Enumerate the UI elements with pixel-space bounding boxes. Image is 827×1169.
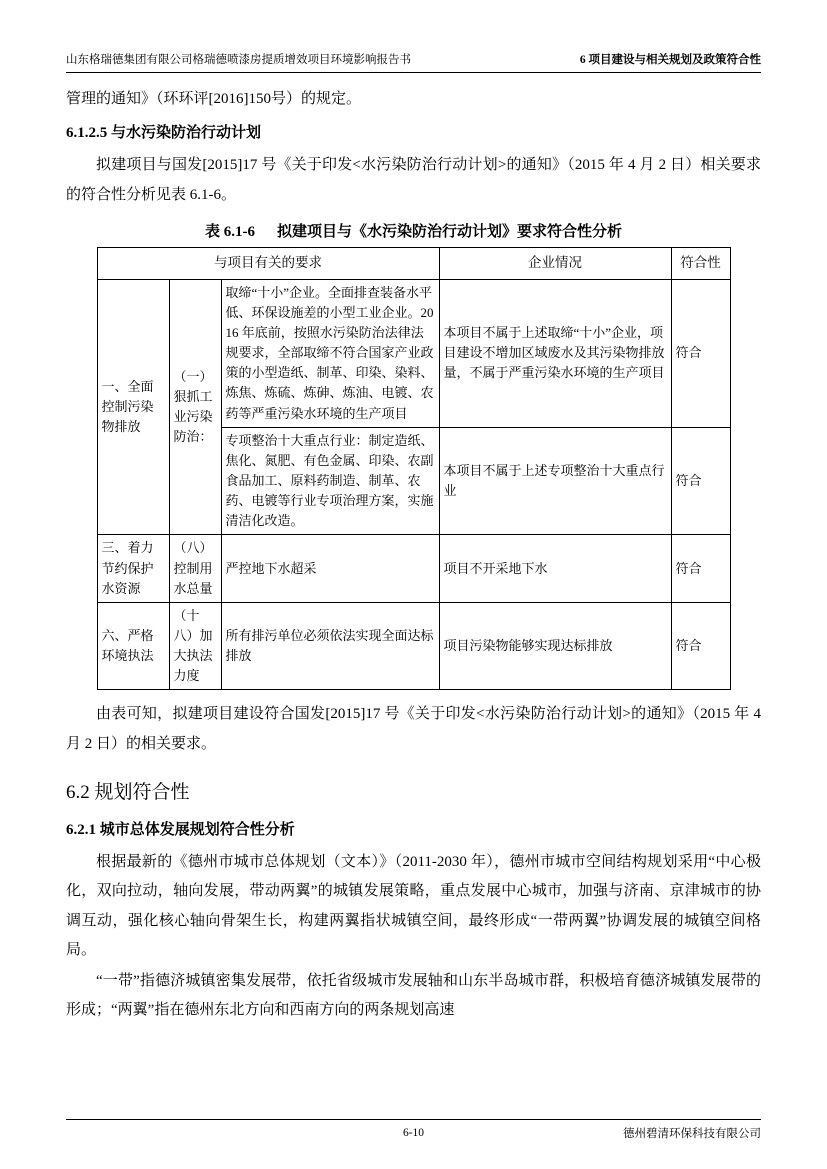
row1-subcategory: （一）狠抓工业污染防治： [169, 279, 221, 535]
row1-compliance: 符合 [671, 279, 730, 427]
row3-category: 三、着力节约保护水资源 [97, 535, 169, 602]
table-row [97, 602, 730, 690]
table-caption-title: 拟建项目与《水污染防治行动计划》要求符合性分析 [276, 223, 622, 240]
table-row [97, 535, 730, 602]
row2-company-status: 本项目不属于上述专项整治十大重点行业 [439, 427, 671, 535]
paragraph-belt-wings: “一带”指德济城镇密集发展带，依托省级城市发展轴和山东半岛城市群，积极培育德济城镇发展带的形成；“两翼”指在德州东北方向和西南方向的两条规划高速 [66, 973, 761, 1019]
page-footer [66, 1119, 761, 1141]
heading-6-2-1: 6.2.1 城市总体发展规划符合性分析 [66, 822, 295, 839]
paragraph-table-conclusion: 由表可知，拟建项目建设符合国发[2015]17 号《关于印发<水污染防治行动计划>的通知》（2015 年 4 月 2 日）的相关要求。 [66, 706, 761, 752]
row3-subcategory: （八）控制用水总量 [169, 535, 221, 602]
table-header-row [97, 247, 730, 279]
table-header-requirements: 与项目有关的要求 [97, 247, 439, 279]
paragraph-water-plan-intro: 拟建项目与国发[2015]17 号《关于印发<水污染防治行动计划>的通知》（2015 年 4 月 2 日）相关要求的符合性分析见表 6.1-6。 [66, 157, 761, 203]
row3-requirement: 严控地下水超采 [221, 535, 439, 602]
row2-requirement: 专项整治十大重点行业：制定造纸、焦化、氮肥、有色金属、印染、农副食品加工、原料药制造、制革、农药、电镀等行业专项治理方案，实施清洁化改造。 [221, 427, 439, 535]
paragraph-top-continuation: 管理的通知》（环环评[2016]150号）的规定。 [66, 91, 361, 108]
row2-compliance: 符合 [671, 427, 730, 535]
heading-6-2: 6.2 规划符合性 [66, 781, 190, 803]
table-caption-label: 表 6.1-6 [204, 223, 255, 240]
table-caption [66, 220, 761, 241]
row4-category: 六、严格环境执法 [97, 602, 169, 690]
page-body [66, 73, 761, 1026]
footer-page-number: 6-10 [402, 1127, 425, 1139]
table-header-compliance: 符合性 [671, 247, 730, 279]
row1-category: 一、全面控制污染物排放 [97, 279, 169, 535]
table-row [97, 279, 730, 427]
header-right-text: 6 项目建设与相关规划及政策符合性 [579, 54, 761, 66]
footer-company: 德州碧清环保科技有限公司 [623, 1128, 761, 1140]
row1-requirement: 取缔“十小”企业。全面排查装备水平低、环保设施差的小型工业企业。2016 年底前，按照水污染防治法律法规要求，全部取缔不符合国家产业政策的小型造纸、制革、印染、染料、炼焦、炼硫、炼砷、炼油、电镀、农药等严重污染水环境的生产项目 [221, 279, 439, 427]
page-header [66, 52, 761, 73]
row3-company-status: 项目不开采地下水 [439, 535, 671, 602]
row4-company-status: 项目污染物能够实现达标排放 [439, 602, 671, 690]
paragraph-city-plan: 根据最新的《德州市城市总体规划（文本）》（2011-2030 年），德州市城市空间结构规划采用“中心极化，双向拉动，轴向发展，带动两翼”的城镇发展策略，重点发展中心城市，加强与济南、京津城市的协调互动，强化核心轴向骨架生长，构建两翼指状城镇空间，最终形成“一带两翼”协调发展的城镇空间格局。 [66, 854, 761, 958]
row4-compliance: 符合 [671, 602, 730, 690]
row1-company-status: 本项目不属于上述取缔“十小”企业，项目建设不增加区域废水及其污染物排放量，不属于严重污染水环境的生产项目 [439, 279, 671, 427]
row3-compliance: 符合 [671, 535, 730, 602]
row4-subcategory: （十八）加大执法力度 [169, 602, 221, 690]
table-header-company: 企业情况 [439, 247, 671, 279]
row4-requirement: 所有排污单位必须依法实现全面达标排放 [221, 602, 439, 690]
heading-6-1-2-5: 6.1.2.5 与水污染防治行动计划 [66, 125, 262, 142]
header-left-text: 山东格瑞德集团有限公司格瑞德喷漆房提质增效项目环境影响报告书 [66, 54, 411, 66]
compliance-table [97, 247, 731, 691]
